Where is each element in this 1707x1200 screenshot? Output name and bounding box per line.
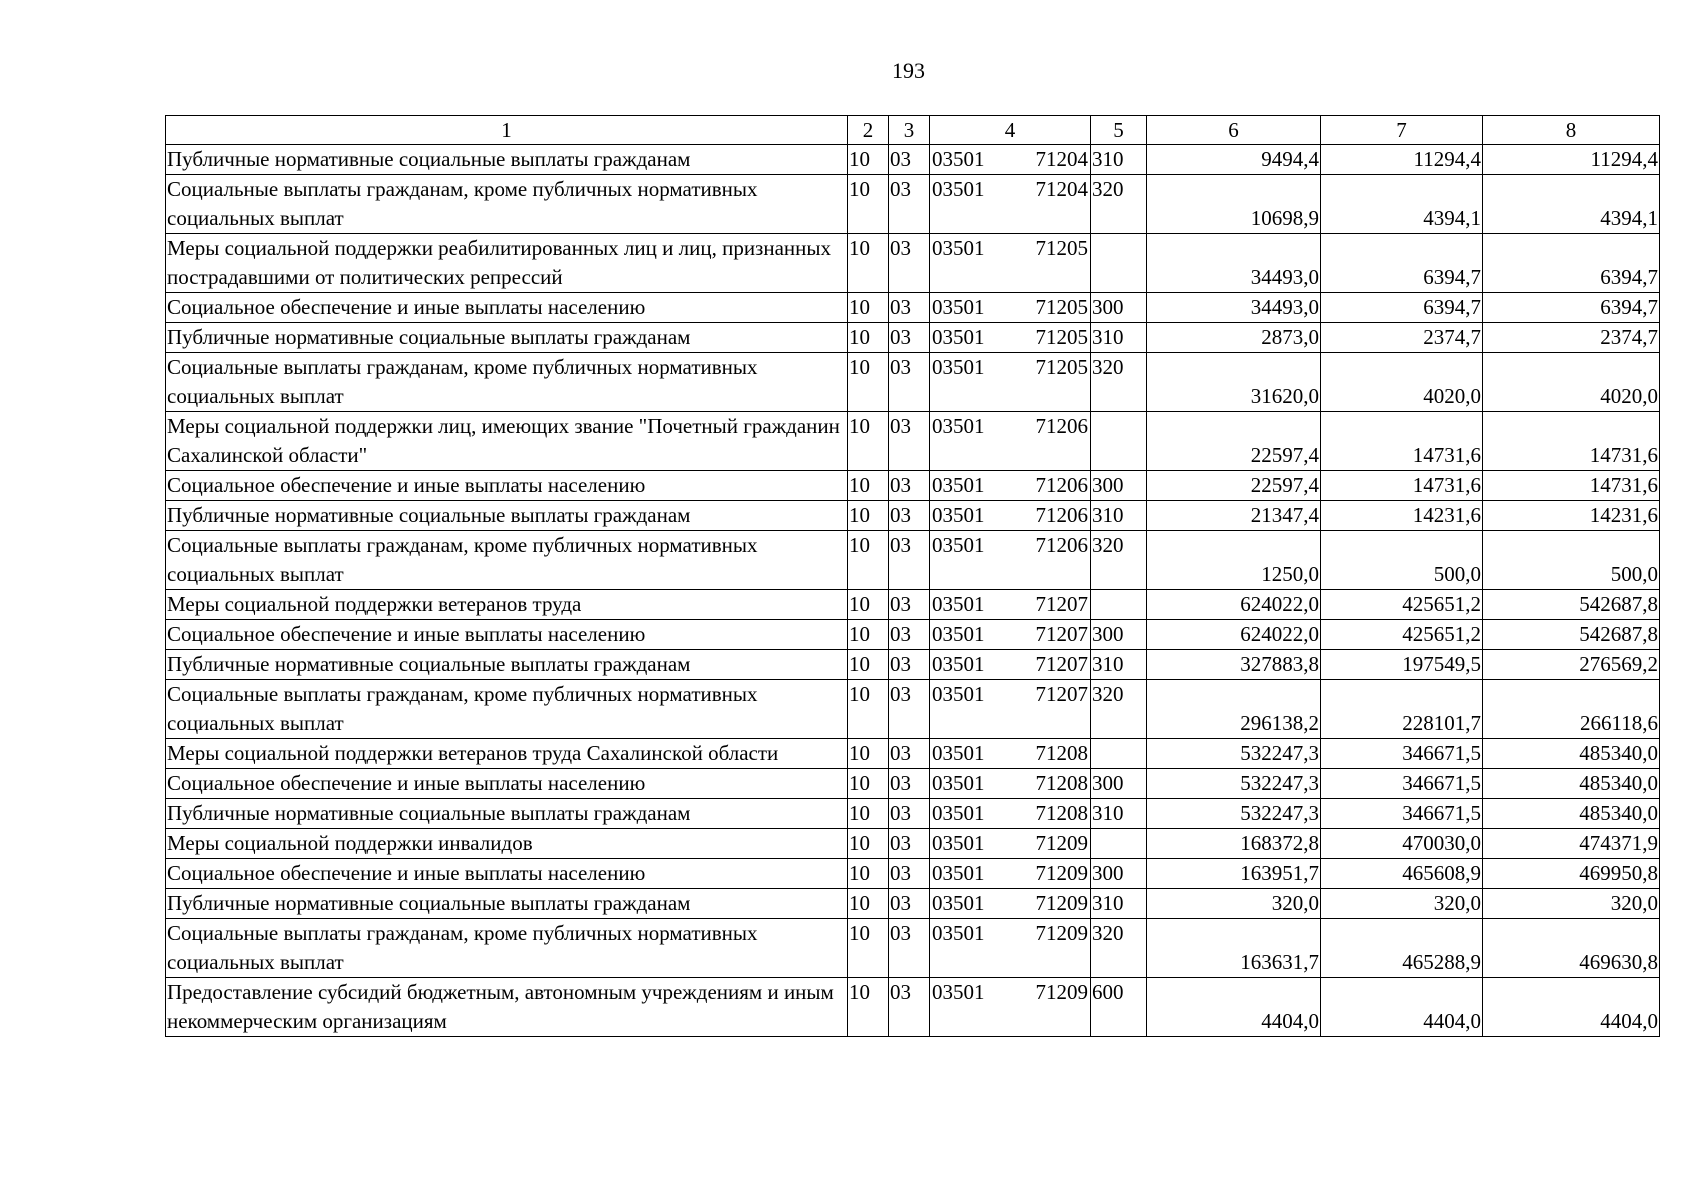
expense-type-cell: 320 xyxy=(1091,680,1147,739)
direction-code: 71209 xyxy=(1035,861,1088,885)
direction-code: 71209 xyxy=(1035,891,1088,915)
table-row xyxy=(166,471,1660,501)
section-code-cell: 10 xyxy=(848,769,889,799)
table-row xyxy=(166,293,1660,323)
amount-col6-cell: 163951,7 xyxy=(1147,859,1321,889)
target-article-cell xyxy=(930,650,1091,680)
program-code: 03501 xyxy=(932,295,985,319)
section-code-cell: 10 xyxy=(848,859,889,889)
amount-col8-cell: 469630,8 xyxy=(1483,919,1660,978)
program-code: 03501 xyxy=(932,921,985,945)
item-name-cell: Публичные нормативные социальные выплаты гражданам xyxy=(166,323,848,353)
section-code-cell: 10 xyxy=(848,978,889,1037)
table-row xyxy=(166,739,1660,769)
direction-code: 71206 xyxy=(1035,503,1088,527)
expense-type-cell: 320 xyxy=(1091,353,1147,412)
amount-col8-cell: 542687,8 xyxy=(1483,620,1660,650)
subsection-code-cell: 03 xyxy=(889,829,930,859)
target-article-cell xyxy=(930,919,1091,978)
amount-col6-cell: 21347,4 xyxy=(1147,501,1321,531)
direction-code: 71205 xyxy=(1035,355,1088,379)
amount-col7-cell: 500,0 xyxy=(1321,531,1483,590)
section-code-cell: 10 xyxy=(848,620,889,650)
table-row xyxy=(166,769,1660,799)
table-row xyxy=(166,234,1660,293)
program-code: 03501 xyxy=(932,652,985,676)
item-name-cell: Социальные выплаты гражданам, кроме публичных нормативных социальных выплат xyxy=(166,531,848,590)
direction-code: 71207 xyxy=(1035,592,1088,616)
expense-type-cell: 310 xyxy=(1091,145,1147,175)
direction-code: 71207 xyxy=(1035,622,1088,646)
subsection-code-cell: 03 xyxy=(889,650,930,680)
program-code: 03501 xyxy=(932,355,985,379)
amount-col8-cell: 266118,6 xyxy=(1483,680,1660,739)
table-row xyxy=(166,501,1660,531)
subsection-code-cell: 03 xyxy=(889,323,930,353)
program-code: 03501 xyxy=(932,177,985,201)
target-article-cell xyxy=(930,680,1091,739)
item-name-cell: Меры социальной поддержки лиц, имеющих звание "Почетный гражданин Сахалинской области" xyxy=(166,412,848,471)
item-name-cell: Социальные выплаты гражданам, кроме публичных нормативных социальных выплат xyxy=(166,680,848,739)
section-code-cell: 10 xyxy=(848,145,889,175)
expense-type-cell: 310 xyxy=(1091,889,1147,919)
target-article-cell xyxy=(930,590,1091,620)
amount-col7-cell: 320,0 xyxy=(1321,889,1483,919)
program-code: 03501 xyxy=(932,682,985,706)
expense-type-cell xyxy=(1091,590,1147,620)
item-name-cell: Меры социальной поддержки ветеранов труда Сахалинской области xyxy=(166,739,848,769)
subsection-code-cell: 03 xyxy=(889,471,930,501)
expense-type-cell: 300 xyxy=(1091,293,1147,323)
subsection-code-cell: 03 xyxy=(889,234,930,293)
header-cell: 1 xyxy=(166,116,848,145)
header-cell: 5 xyxy=(1091,116,1147,145)
amount-col8-cell: 6394,7 xyxy=(1483,293,1660,323)
amount-col6-cell: 31620,0 xyxy=(1147,353,1321,412)
program-code: 03501 xyxy=(932,831,985,855)
amount-col6-cell: 34493,0 xyxy=(1147,234,1321,293)
subsection-code-cell: 03 xyxy=(889,889,930,919)
amount-col8-cell: 469950,8 xyxy=(1483,859,1660,889)
section-code-cell: 10 xyxy=(848,889,889,919)
expense-type-cell: 300 xyxy=(1091,769,1147,799)
subsection-code-cell: 03 xyxy=(889,978,930,1037)
amount-col7-cell: 11294,4 xyxy=(1321,145,1483,175)
direction-code: 71204 xyxy=(1035,177,1088,201)
amount-col6-cell: 296138,2 xyxy=(1147,680,1321,739)
expense-type-cell: 310 xyxy=(1091,650,1147,680)
target-article-cell xyxy=(930,323,1091,353)
table-row xyxy=(166,145,1660,175)
subsection-code-cell: 03 xyxy=(889,293,930,323)
section-code-cell: 10 xyxy=(848,799,889,829)
header-cell: 7 xyxy=(1321,116,1483,145)
item-name-cell: Меры социальной поддержки ветеранов труда xyxy=(166,590,848,620)
subsection-code-cell: 03 xyxy=(889,620,930,650)
amount-col7-cell: 14731,6 xyxy=(1321,412,1483,471)
page-number: 193 xyxy=(892,58,925,83)
program-code: 03501 xyxy=(932,414,985,438)
table-row xyxy=(166,650,1660,680)
section-code-cell: 10 xyxy=(848,680,889,739)
amount-col6-cell: 532247,3 xyxy=(1147,799,1321,829)
item-name-cell: Социальное обеспечение и иные выплаты населению xyxy=(166,859,848,889)
amount-col7-cell: 4394,1 xyxy=(1321,175,1483,234)
amount-col7-cell: 425651,2 xyxy=(1321,590,1483,620)
section-code-cell: 10 xyxy=(848,471,889,501)
item-name-cell: Предоставление субсидий бюджетным, автономным учреждениям и иным некоммерческим организациям xyxy=(166,978,848,1037)
table-row xyxy=(166,175,1660,234)
target-article-cell xyxy=(930,471,1091,501)
amount-col7-cell: 14731,6 xyxy=(1321,471,1483,501)
amount-col6-cell: 34493,0 xyxy=(1147,293,1321,323)
subsection-code-cell: 03 xyxy=(889,412,930,471)
amount-col6-cell: 532247,3 xyxy=(1147,769,1321,799)
subsection-code-cell: 03 xyxy=(889,680,930,739)
target-article-cell xyxy=(930,978,1091,1037)
item-name-cell: Публичные нормативные социальные выплаты гражданам xyxy=(166,799,848,829)
header-cell: 4 xyxy=(930,116,1091,145)
section-code-cell: 10 xyxy=(848,739,889,769)
direction-code: 71208 xyxy=(1035,771,1088,795)
target-article-cell xyxy=(930,353,1091,412)
amount-col8-cell: 6394,7 xyxy=(1483,234,1660,293)
target-article-cell xyxy=(930,769,1091,799)
amount-col6-cell: 9494,4 xyxy=(1147,145,1321,175)
amount-col8-cell: 11294,4 xyxy=(1483,145,1660,175)
program-code: 03501 xyxy=(932,325,985,349)
target-article-cell xyxy=(930,889,1091,919)
item-name-cell: Социальные выплаты гражданам, кроме публичных нормативных социальных выплат xyxy=(166,353,848,412)
amount-col7-cell: 6394,7 xyxy=(1321,234,1483,293)
program-code: 03501 xyxy=(932,503,985,527)
item-name-cell: Меры социальной поддержки инвалидов xyxy=(166,829,848,859)
expense-type-cell xyxy=(1091,739,1147,769)
amount-col8-cell: 4020,0 xyxy=(1483,353,1660,412)
header-cell: 6 xyxy=(1147,116,1321,145)
section-code-cell: 10 xyxy=(848,353,889,412)
amount-col8-cell: 4394,1 xyxy=(1483,175,1660,234)
amount-col8-cell: 485340,0 xyxy=(1483,799,1660,829)
target-article-cell xyxy=(930,412,1091,471)
program-code: 03501 xyxy=(932,801,985,825)
subsection-code-cell: 03 xyxy=(889,175,930,234)
subsection-code-cell: 03 xyxy=(889,531,930,590)
expense-type-cell: 310 xyxy=(1091,501,1147,531)
amount-col8-cell: 320,0 xyxy=(1483,889,1660,919)
item-name-cell: Социальные выплаты гражданам, кроме публичных нормативных социальных выплат xyxy=(166,919,848,978)
amount-col7-cell: 6394,7 xyxy=(1321,293,1483,323)
amount-col6-cell: 532247,3 xyxy=(1147,739,1321,769)
direction-code: 71205 xyxy=(1035,295,1088,319)
direction-code: 71209 xyxy=(1035,980,1088,1004)
target-article-cell xyxy=(930,175,1091,234)
amount-col8-cell: 2374,7 xyxy=(1483,323,1660,353)
amount-col8-cell: 542687,8 xyxy=(1483,590,1660,620)
section-code-cell: 10 xyxy=(848,175,889,234)
amount-col6-cell: 320,0 xyxy=(1147,889,1321,919)
item-name-cell: Социальное обеспечение и иные выплаты населению xyxy=(166,769,848,799)
amount-col6-cell: 22597,4 xyxy=(1147,471,1321,501)
amount-col7-cell: 346671,5 xyxy=(1321,769,1483,799)
direction-code: 71206 xyxy=(1035,414,1088,438)
program-code: 03501 xyxy=(932,622,985,646)
amount-col7-cell: 228101,7 xyxy=(1321,680,1483,739)
program-code: 03501 xyxy=(932,891,985,915)
amount-col7-cell: 14231,6 xyxy=(1321,501,1483,531)
amount-col8-cell: 485340,0 xyxy=(1483,739,1660,769)
table-row xyxy=(166,680,1660,739)
subsection-code-cell: 03 xyxy=(889,919,930,978)
subsection-code-cell: 03 xyxy=(889,739,930,769)
subsection-code-cell: 03 xyxy=(889,859,930,889)
expense-type-cell: 310 xyxy=(1091,323,1147,353)
table-row xyxy=(166,829,1660,859)
item-name-cell: Публичные нормативные социальные выплаты гражданам xyxy=(166,145,848,175)
expense-type-cell: 300 xyxy=(1091,620,1147,650)
amount-col6-cell: 22597,4 xyxy=(1147,412,1321,471)
direction-code: 71207 xyxy=(1035,682,1088,706)
amount-col7-cell: 346671,5 xyxy=(1321,799,1483,829)
subsection-code-cell: 03 xyxy=(889,590,930,620)
header-row xyxy=(166,116,1660,145)
amount-col6-cell: 624022,0 xyxy=(1147,590,1321,620)
amount-col8-cell: 500,0 xyxy=(1483,531,1660,590)
expense-type-cell: 320 xyxy=(1091,919,1147,978)
target-article-cell xyxy=(930,293,1091,323)
program-code: 03501 xyxy=(932,473,985,497)
amount-col6-cell: 4404,0 xyxy=(1147,978,1321,1037)
expense-type-cell xyxy=(1091,829,1147,859)
expense-type-cell: 320 xyxy=(1091,531,1147,590)
table-row xyxy=(166,889,1660,919)
table-row xyxy=(166,919,1660,978)
direction-code: 71206 xyxy=(1035,533,1088,557)
program-code: 03501 xyxy=(932,861,985,885)
expense-type-cell xyxy=(1091,234,1147,293)
amount-col8-cell: 14231,6 xyxy=(1483,501,1660,531)
amount-col8-cell: 485340,0 xyxy=(1483,769,1660,799)
table-row xyxy=(166,412,1660,471)
amount-col8-cell: 276569,2 xyxy=(1483,650,1660,680)
table-row xyxy=(166,859,1660,889)
direction-code: 71206 xyxy=(1035,473,1088,497)
expense-type-cell xyxy=(1091,412,1147,471)
direction-code: 71208 xyxy=(1035,801,1088,825)
direction-code: 71205 xyxy=(1035,325,1088,349)
table-row xyxy=(166,799,1660,829)
program-code: 03501 xyxy=(932,533,985,557)
subsection-code-cell: 03 xyxy=(889,769,930,799)
amount-col7-cell: 425651,2 xyxy=(1321,620,1483,650)
target-article-cell xyxy=(930,531,1091,590)
amount-col7-cell: 465608,9 xyxy=(1321,859,1483,889)
item-name-cell: Социальное обеспечение и иные выплаты населению xyxy=(166,620,848,650)
section-code-cell: 10 xyxy=(848,531,889,590)
target-article-cell xyxy=(930,829,1091,859)
amount-col6-cell: 2873,0 xyxy=(1147,323,1321,353)
table-row xyxy=(166,620,1660,650)
header-cell: 8 xyxy=(1483,116,1660,145)
expense-type-cell: 600 xyxy=(1091,978,1147,1037)
amount-col8-cell: 14731,6 xyxy=(1483,471,1660,501)
amount-col7-cell: 4404,0 xyxy=(1321,978,1483,1037)
amount-col8-cell: 4404,0 xyxy=(1483,978,1660,1037)
amount-col6-cell: 10698,9 xyxy=(1147,175,1321,234)
target-article-cell xyxy=(930,739,1091,769)
subsection-code-cell: 03 xyxy=(889,353,930,412)
subsection-code-cell: 03 xyxy=(889,145,930,175)
amount-col6-cell: 163631,7 xyxy=(1147,919,1321,978)
item-name-cell: Социальное обеспечение и иные выплаты населению xyxy=(166,293,848,323)
amount-col7-cell: 197549,5 xyxy=(1321,650,1483,680)
section-code-cell: 10 xyxy=(848,590,889,620)
program-code: 03501 xyxy=(932,741,985,765)
direction-code: 71208 xyxy=(1035,741,1088,765)
target-article-cell xyxy=(930,859,1091,889)
section-code-cell: 10 xyxy=(848,323,889,353)
amount-col8-cell: 474371,9 xyxy=(1483,829,1660,859)
amount-col8-cell: 14731,6 xyxy=(1483,412,1660,471)
expense-type-cell: 300 xyxy=(1091,859,1147,889)
section-code-cell: 10 xyxy=(848,919,889,978)
amount-col6-cell: 327883,8 xyxy=(1147,650,1321,680)
item-name-cell: Социальные выплаты гражданам, кроме публичных нормативных социальных выплат xyxy=(166,175,848,234)
direction-code: 71204 xyxy=(1035,147,1088,171)
program-code: 03501 xyxy=(932,771,985,795)
section-code-cell: 10 xyxy=(848,650,889,680)
item-name-cell: Меры социальной поддержки реабилитированных лиц и лиц, признанных пострадавшими от политических репрессий xyxy=(166,234,848,293)
item-name-cell: Социальное обеспечение и иные выплаты населению xyxy=(166,471,848,501)
section-code-cell: 10 xyxy=(848,829,889,859)
item-name-cell: Публичные нормативные социальные выплаты гражданам xyxy=(166,889,848,919)
target-article-cell xyxy=(930,145,1091,175)
expense-type-cell: 300 xyxy=(1091,471,1147,501)
table-row xyxy=(166,531,1660,590)
target-article-cell xyxy=(930,501,1091,531)
item-name-cell: Публичные нормативные социальные выплаты гражданам xyxy=(166,501,848,531)
amount-col6-cell: 624022,0 xyxy=(1147,620,1321,650)
amount-col7-cell: 346671,5 xyxy=(1321,739,1483,769)
table-row xyxy=(166,353,1660,412)
program-code: 03501 xyxy=(932,147,985,171)
target-article-cell xyxy=(930,799,1091,829)
subsection-code-cell: 03 xyxy=(889,799,930,829)
direction-code: 71209 xyxy=(1035,921,1088,945)
target-article-cell xyxy=(930,234,1091,293)
table-row xyxy=(166,590,1660,620)
amount-col7-cell: 470030,0 xyxy=(1321,829,1483,859)
direction-code: 71209 xyxy=(1035,831,1088,855)
budget-table xyxy=(165,115,1660,1037)
table-row xyxy=(166,978,1660,1037)
amount-col7-cell: 4020,0 xyxy=(1321,353,1483,412)
section-code-cell: 10 xyxy=(848,234,889,293)
program-code: 03501 xyxy=(932,592,985,616)
program-code: 03501 xyxy=(932,236,985,260)
section-code-cell: 10 xyxy=(848,293,889,323)
subsection-code-cell: 03 xyxy=(889,501,930,531)
direction-code: 71205 xyxy=(1035,236,1088,260)
header-cell: 2 xyxy=(848,116,889,145)
table-row xyxy=(166,323,1660,353)
expense-type-cell: 310 xyxy=(1091,799,1147,829)
section-code-cell: 10 xyxy=(848,501,889,531)
program-code: 03501 xyxy=(932,980,985,1004)
header-cell: 3 xyxy=(889,116,930,145)
amount-col6-cell: 168372,8 xyxy=(1147,829,1321,859)
section-code-cell: 10 xyxy=(848,412,889,471)
target-article-cell xyxy=(930,620,1091,650)
item-name-cell: Публичные нормативные социальные выплаты гражданам xyxy=(166,650,848,680)
amount-col7-cell: 465288,9 xyxy=(1321,919,1483,978)
direction-code: 71207 xyxy=(1035,652,1088,676)
amount-col6-cell: 1250,0 xyxy=(1147,531,1321,590)
amount-col7-cell: 2374,7 xyxy=(1321,323,1483,353)
expense-type-cell: 320 xyxy=(1091,175,1147,234)
